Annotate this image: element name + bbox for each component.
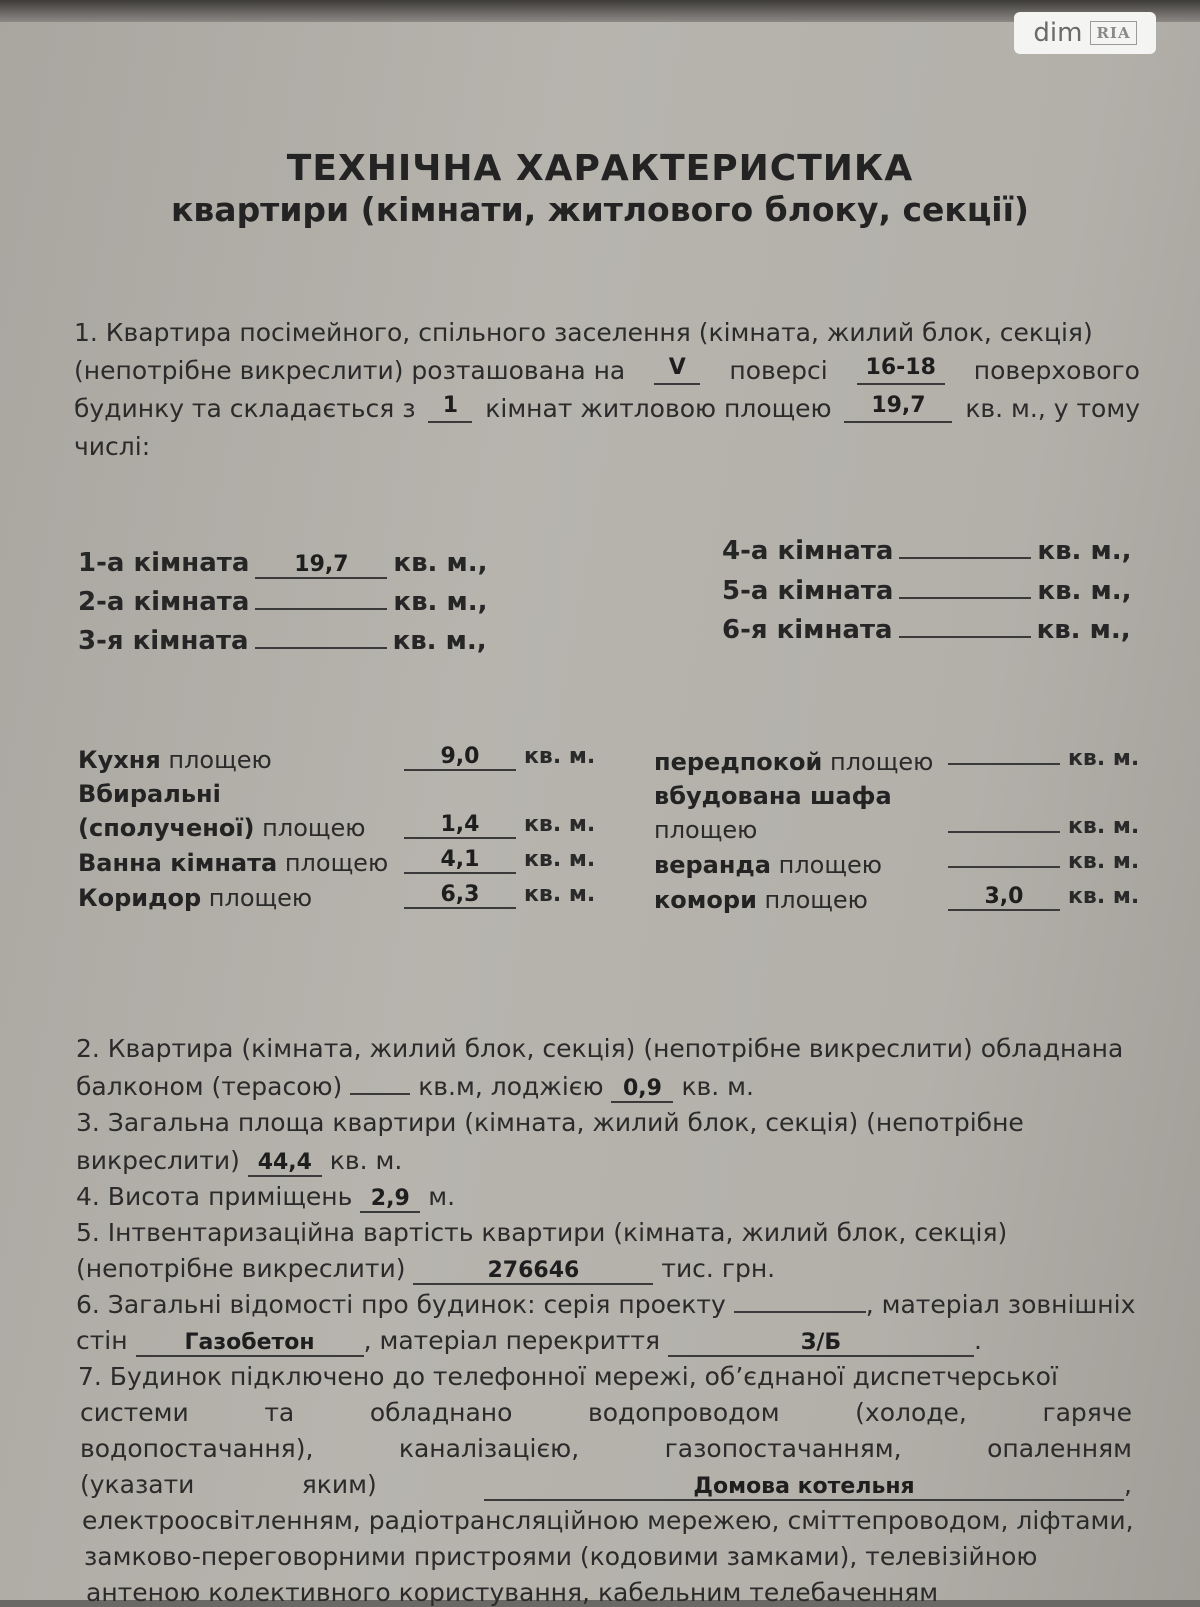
veranda-area: [948, 866, 1060, 868]
section3-line1: 3. Загальна площа квартири (кімната, жилий блок, секція) (непотрібне: [76, 1108, 1024, 1137]
section1-line2: (непотрібне викреслити) розташована на V поверсі 16-18 поверхового: [74, 355, 1140, 385]
floor-field: V: [654, 356, 700, 385]
section1-line1: 1. Квартира посімейного, спільного заселення (кімната, жилий блок, секція): [74, 318, 1093, 347]
room-1-row: 1-а кімната 19,7 кв. м.,: [78, 548, 488, 578]
floors-total-field: 16-18: [857, 356, 945, 385]
project-series-field: [734, 1311, 866, 1313]
room-6-area: [899, 636, 1031, 638]
kitchen-value-row: 9,0 кв. м.: [404, 744, 595, 771]
inventory-value-field: 276646: [413, 1259, 653, 1285]
wc-label-line2: (сполученої) площею: [78, 814, 366, 842]
storage-value-row: 3,0 кв. м.: [948, 884, 1139, 911]
room-4-row: 4-а кімната кв. м.,: [722, 536, 1132, 566]
room-2-row: 2-а кімната кв. м.,: [78, 587, 488, 617]
wc-area: 1,4: [404, 813, 516, 839]
hall-value-row: кв. м.: [948, 746, 1139, 771]
section5-line2: (непотрібне викреслити) 276646 тис. грн.: [76, 1254, 776, 1283]
storage-label: комори площею: [654, 886, 868, 914]
room-5-area: [899, 597, 1031, 599]
watermark-dim-text: dim: [1033, 18, 1083, 48]
heating-type-field: Домова котельня: [484, 1475, 1124, 1501]
watermark-ria-logo: RIA: [1090, 21, 1136, 45]
storage-area: 3,0: [948, 885, 1060, 911]
balcony-field: [350, 1093, 410, 1095]
wall-material-field: Газобетон: [136, 1331, 364, 1357]
closet-value-row: кв. м.: [948, 814, 1139, 839]
section6-line1: 6. Загальні відомості про будинок: серія проекту , матеріал зовнішніх: [76, 1290, 1136, 1319]
document-title: ТЕХНІЧНА ХАРАКТЕРИСТИКА: [286, 148, 914, 189]
wc-value-row: 1,4 кв. м.: [404, 812, 595, 839]
section1-line4: числі:: [74, 432, 151, 461]
section7-line2: системи та обладнано водопроводом (холоде, гаряче: [80, 1398, 1132, 1427]
room-6-row: 6-я кімната кв. м.,: [722, 615, 1131, 645]
section5-line1: 5. Інтвентаризаційна вартість квартири (кімната, жилий блок, секція): [76, 1218, 1008, 1247]
section4-line: 4. Висота приміщень 2,9 м.: [76, 1182, 456, 1211]
kitchen-area: 9,0: [404, 745, 516, 771]
hall-area: [948, 763, 1060, 765]
section7-line4: (указати яким) Домова котельня ,: [80, 1470, 1132, 1499]
kitchen-label: Кухня площею: [78, 746, 272, 774]
room-3-row: 3-я кімната кв. м.,: [78, 626, 487, 656]
section7-line5: електроосвітленням, радіотрансляційною мережею, сміттепроводом, ліфтами,: [82, 1506, 1134, 1535]
veranda-value-row: кв. м.: [948, 849, 1139, 874]
corridor-area: 6,3: [404, 883, 516, 909]
section7-line7: антеною колективного користування, кабельним телебаченням: [86, 1578, 939, 1607]
height-field: 2,9: [360, 1187, 420, 1213]
hall-label: передпокой площею: [654, 748, 934, 776]
closet-label-line2: площею: [654, 816, 758, 844]
closet-label-line1: вбудована шафа: [654, 782, 892, 810]
bath-label: Ванна кімната площею: [78, 849, 389, 877]
veranda-label: веранда площею: [654, 851, 882, 879]
rooms-count-field: 1: [428, 394, 472, 423]
room-4-area: [899, 557, 1031, 559]
dimria-watermark: [1014, 12, 1156, 54]
corridor-label: Коридор площею: [78, 884, 313, 912]
room-5-row: 5-а кімната кв. м.,: [722, 576, 1132, 606]
loggia-field: 0,9: [611, 1077, 673, 1103]
total-area-field: 44,4: [248, 1151, 322, 1177]
bath-area: 4,1: [404, 848, 516, 874]
section7-line6: замково-переговорними пристроями (кодовими замками), телевізійною: [84, 1542, 1038, 1571]
room-2-area: [255, 608, 387, 610]
section2-line2: балконом (терасою) кв.м, лоджією 0,9 кв. м.: [76, 1072, 754, 1101]
section6-line2: стін Газобетон , матеріал перекриття З/Б .: [76, 1326, 982, 1355]
bath-value-row: 4,1 кв. м.: [404, 847, 595, 874]
ceiling-material-field: З/Б: [668, 1331, 974, 1357]
section7-line3: водопостачання), каналізацією, газопостачанням, опаленням: [80, 1434, 1132, 1463]
section3-line2: викреслити) 44,4 кв. м.: [76, 1146, 403, 1175]
wc-label-line1: Вбиральні: [78, 780, 221, 808]
room-1-area: 19,7: [255, 553, 387, 579]
document-subtitle: квартири (кімнати, житлового блоку, секції): [171, 190, 1029, 229]
closet-area: [948, 831, 1060, 833]
section1-line3: будинку та складається з 1 кімнат житловою площею 19,7 кв. м., у тому: [74, 393, 1140, 423]
section7-line1: 7. Будинок підключено до телефонної мережі, об’єднаної диспетчерської: [78, 1362, 1058, 1391]
corridor-value-row: 6,3 кв. м.: [404, 882, 595, 909]
living-area-field: 19,7: [844, 394, 952, 423]
room-3-area: [255, 647, 387, 649]
section2-line1: 2. Квартира (кімната, жилий блок, секція) (непотрібне викреслити) обладнана: [76, 1034, 1124, 1063]
